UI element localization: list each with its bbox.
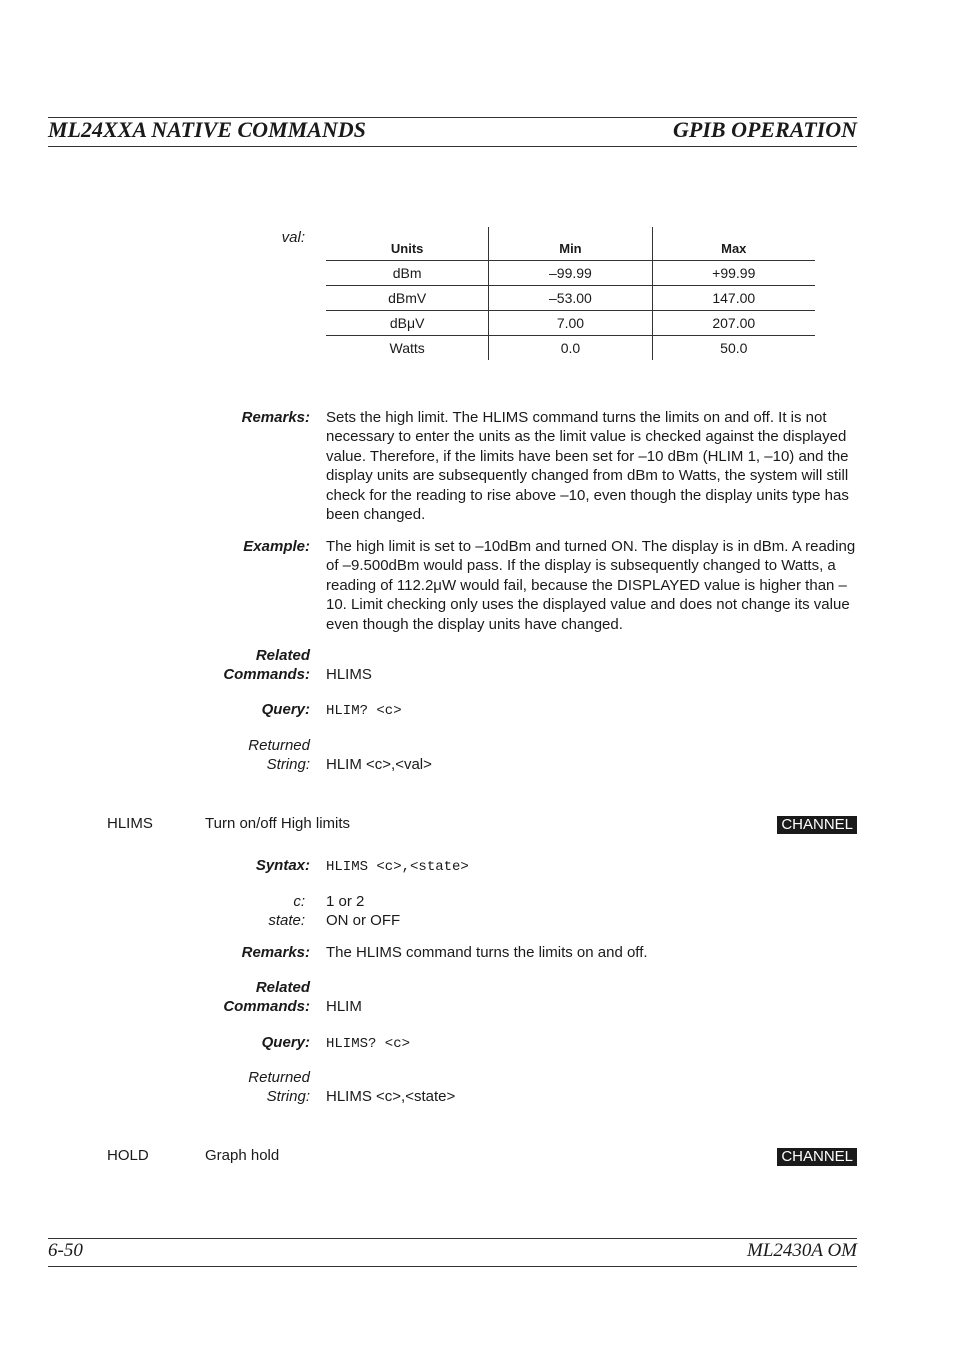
hlims-remarks-label: Remarks: — [241, 944, 310, 961]
hlim-related-label-2: Commands: — [223, 666, 310, 683]
table-cell: +99.99 — [652, 261, 815, 286]
hlim-returned-string: HLIM <c>,<val> — [326, 756, 432, 773]
hlim-example-text: The high limit is set to –10dBm and turned ON. The display is in dBm. A reading of –9.500dBm would pass. If the display is subsequently changed to Watts, a reading of 112.2μW would fail, because the DISPLAYED value is higher than –10. Limit checking only uses the displayed value and does not change its value even though the display units have changed. — [326, 538, 856, 633]
table-row — [326, 311, 815, 336]
hold-channel-badge: CHANNEL — [777, 1148, 857, 1166]
hlim-related-commands: HLIMS — [326, 666, 372, 683]
hlim-returned-label-1: Returned — [248, 737, 310, 754]
table-cell: dBm — [326, 261, 489, 286]
hlims-c-value: 1 or 2 — [326, 893, 365, 910]
hlim-remarks-label: Remarks: — [241, 409, 310, 426]
val-limits-table — [326, 227, 815, 360]
hlim-example-label: Example: — [243, 538, 310, 555]
hlims-query-syntax: HLIMS? <c> — [326, 1036, 411, 1052]
hlims-command-description: Turn on/off High limits — [205, 815, 351, 832]
hlim-remarks-text: Sets the high limit. The HLIMS command turns the limits on and off. It is not necessary to enter the units as the limit value is checked against the displayed value. Therefore, if the limits have been set for –10 dBm (HLIM 1, –10) and the display units are subsequently changed from dBm to Watts, the system will still check for the reading to rise above –10, even though the display units type has been changed. — [326, 409, 849, 524]
header-bottom-rule — [48, 146, 857, 147]
table-header-row — [326, 227, 815, 261]
table-header-units: Units — [326, 227, 489, 261]
table-cell: 50.0 — [652, 336, 815, 361]
table-cell: –99.99 — [489, 261, 652, 286]
table-cell: 0.0 — [489, 336, 652, 361]
footer-page-number: 6-50 — [48, 1240, 83, 1261]
header-section-title: ML24XXA NATIVE COMMANDS — [48, 117, 366, 142]
hlim-related-label-1: Related — [255, 647, 310, 664]
table-cell: –53.00 — [489, 286, 652, 311]
hlim-returned-label-2: String: — [266, 756, 310, 773]
hlim-query-syntax: HLIM? <c> — [326, 703, 402, 719]
hlims-returned-string: HLIMS <c>,<state> — [326, 1088, 456, 1105]
hlims-channel-badge: CHANNEL — [777, 816, 857, 834]
val-label: val: — [281, 229, 305, 246]
hold-command-description: Graph hold — [205, 1147, 280, 1164]
hold-command-name: HOLD — [107, 1147, 149, 1164]
hlims-returned-label-1: Returned — [248, 1069, 310, 1086]
table-cell: 147.00 — [652, 286, 815, 311]
table-cell: 7.00 — [489, 311, 652, 336]
hlims-syntax: HLIMS <c>,<state> — [326, 859, 469, 875]
table-cell: dBmV — [326, 286, 489, 311]
footer-top-rule — [48, 1238, 857, 1239]
hlims-query-label: Query: — [261, 1034, 310, 1051]
table-cell: Watts — [389, 340, 425, 356]
hlim-query-label: Query: — [261, 701, 310, 718]
table-row — [326, 286, 815, 311]
table-cell: dBμV — [326, 311, 489, 336]
hlims-state-value: ON or OFF — [326, 912, 401, 929]
hlims-command-name: HLIMS — [107, 815, 153, 832]
footer-manual-title: ML2430A OM — [747, 1240, 857, 1261]
hlims-remarks-text: The HLIMS command turns the limits on and off. — [326, 944, 648, 961]
hlims-c-label: c: — [293, 893, 305, 910]
table-cell: 207.00 — [652, 311, 815, 336]
table-row — [326, 336, 815, 361]
header-chapter-title: GPIB OPERATION — [673, 117, 857, 142]
footer-bottom-rule — [48, 1266, 857, 1267]
table-header-min: Min — [489, 227, 652, 261]
hlims-state-label: state: — [268, 912, 305, 929]
table-header-max: Max — [652, 227, 815, 261]
hlims-related-label-1: Related — [255, 979, 310, 996]
table-row — [326, 261, 815, 286]
hlims-syntax-label: Syntax: — [255, 857, 310, 874]
hlims-related-label-2: Commands: — [223, 998, 310, 1015]
hlims-returned-label-2: String: — [266, 1088, 310, 1105]
hlims-related-commands: HLIM — [326, 998, 362, 1015]
